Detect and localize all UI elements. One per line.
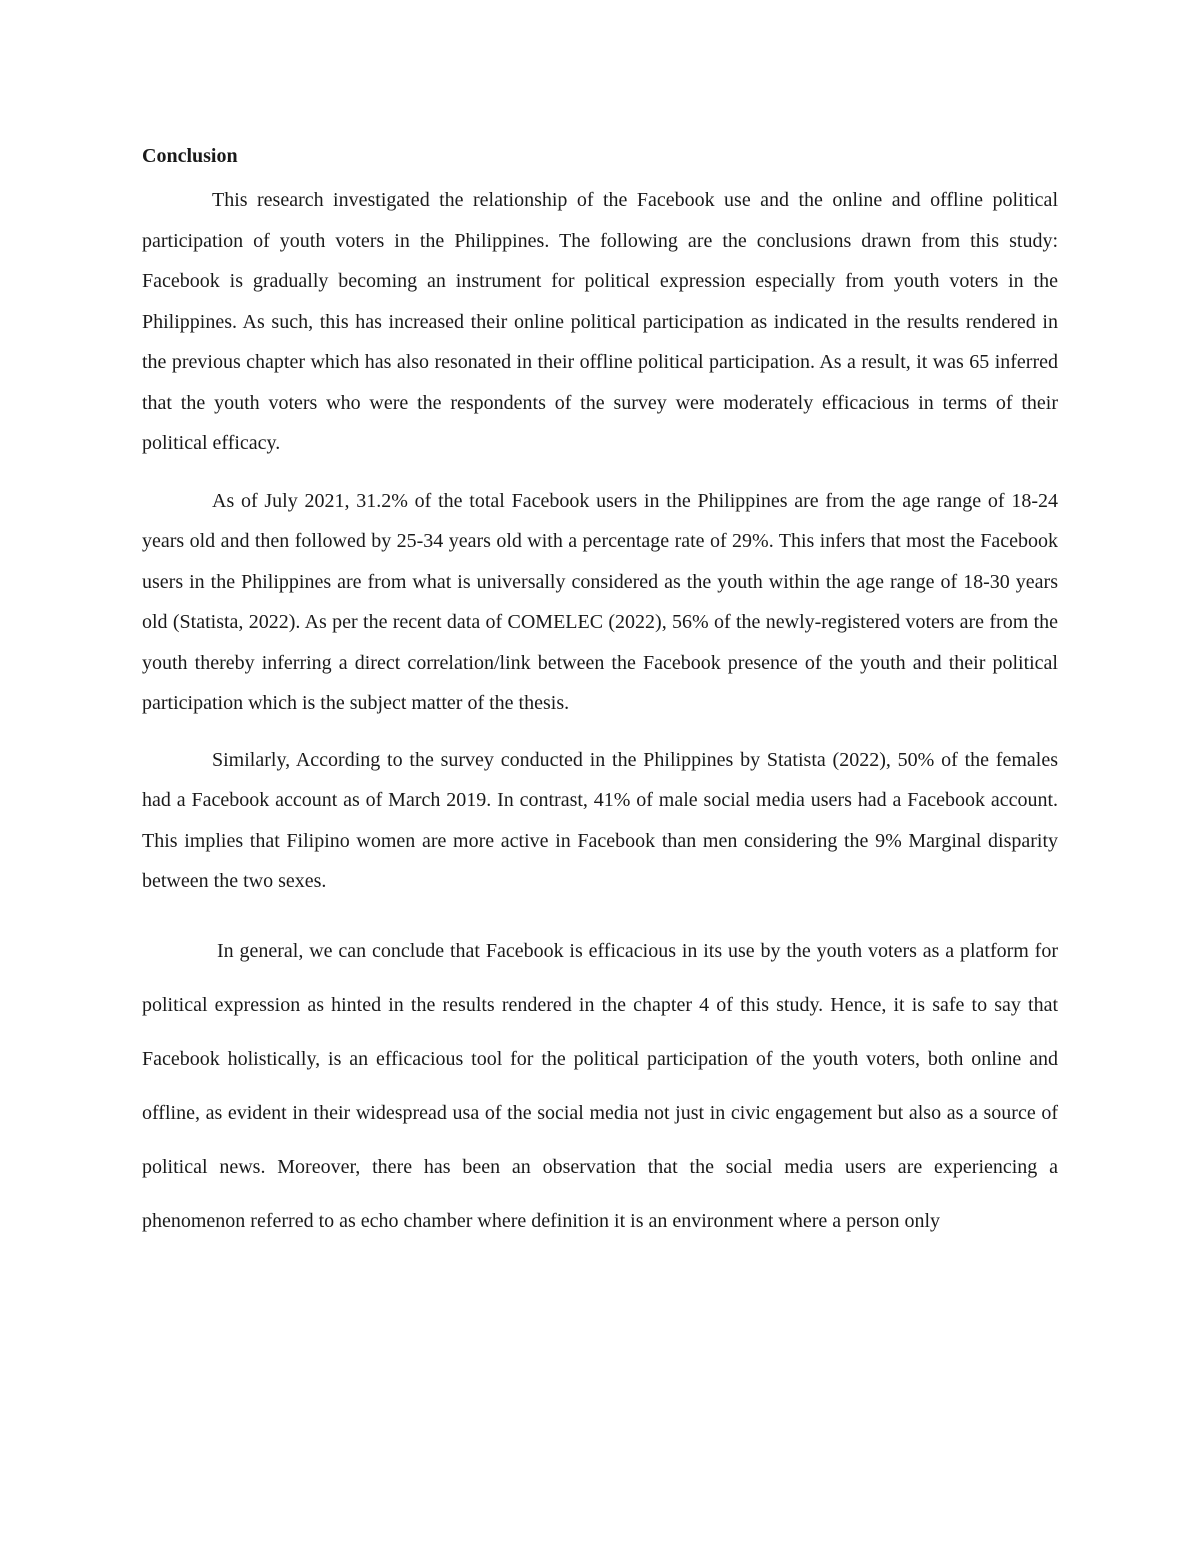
paragraph-2: As of July 2021, 31.2% of the total Facebook users in the Philippines are from the age range of 18-24 years old and then followed by 25-34 years old with a percentage rate of 29%. This infers that most the Facebook users in the Philippines are from what is universally considered as the youth within the age range of 18-30 years old (Statista, 2022). As per the recent data of COMELEC (2022), 56% of the newly-registered voters are from the youth thereby inferring a direct correlation/link between the Facebook presence of the youth and their political participation which is the subject matter of the thesis.: [142, 489, 1058, 714]
paragraph-1: This research investigated the relationship of the Facebook use and the online and offline political participation of youth voters in the Philippines. The following are the conclusions drawn from this study: Facebook is gradually becoming an instrument for political expression especially from youth voters in the Philippines. As such, this has increased their online political participation as indicated in the results rendered in the previous chapter which has also resonated in their offline political participation. As a result, it was 65 inferred that the youth voters who were the respondents of the survey were moderately efficacious in terms of their political efficacy.: [142, 189, 1058, 454]
paragraph-4: In general, we can conclude that Facebook is efficacious in its use by the youth voters as a platform for political expression as hinted in the results rendered in the chapter 4 of this study. Hence, it is safe to say that Facebook holistically, is an efficacious tool for the political participation of the youth voters, both online and offline, as evident in their widespread usa of the social media not just in civic engagement but also as a source of political news. Moreover, there has been an observation that the social media users are experiencing a phenomenon referred to as echo chamber where definition it is an environment where a person only: [142, 939, 1058, 1232]
section-heading: Conclusion: [142, 145, 238, 167]
paragraph-3: Similarly, According to the survey conducted in the Philippines by Statista (2022), 50% of the females had a Facebook account as of March 2019. In contrast, 41% of male social media users had a Facebook account. This implies that Filipino women are more active in Facebook than men considering the 9% Marginal disparity between the two sexes.: [142, 748, 1058, 892]
document-body: [142, 140, 1058, 1248]
